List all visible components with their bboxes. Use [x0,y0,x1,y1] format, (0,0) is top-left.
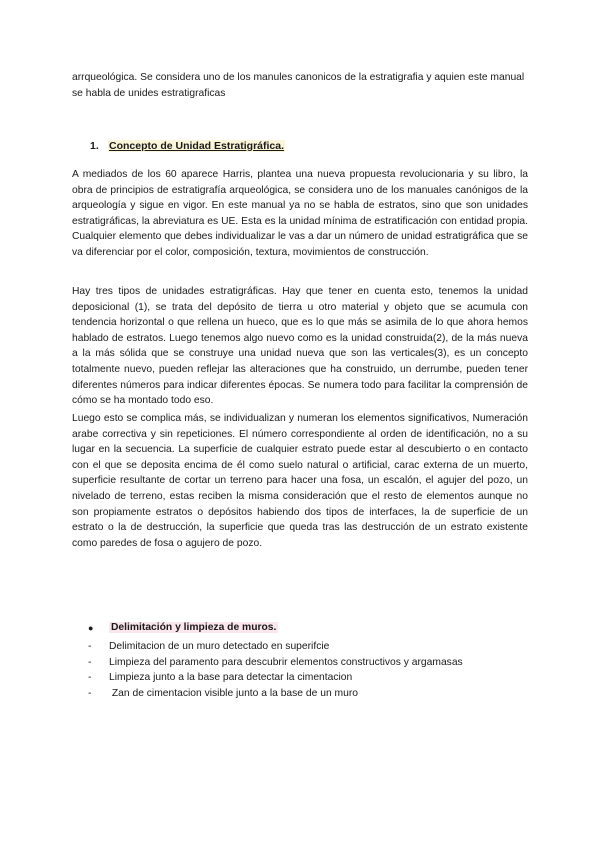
list-item [88,655,463,671]
dash-marker: - [88,672,92,684]
bullet-dot-icon: ● [88,622,94,633]
list-item-text: Limpieza del paramento para descubrir elementos constructivos y argamasas [109,656,463,668]
section-number: 1. [90,140,99,152]
list-item-text: Delimitacion de un muro detectado en superifcie [109,641,330,652]
dash-marker: - [88,656,92,668]
dash-marker: - [88,687,92,699]
list-item-text: Zan de cimentacion visible junto a la base de un muro [109,687,358,699]
bullet-heading [88,622,278,633]
list-item [88,686,463,702]
list-item [88,639,463,655]
list-item [88,670,463,686]
list-item-text: Limpieza junto a la base para detectar la cimentacion [109,672,353,684]
paragraph-tipos-unidades: Hay tres tipos de unidades estratigráficas. Hay que tener en cuenta esto, tenemos la unidad deposicional (1), se trata del depósito de tierra u otro material y objeto que se acumula con tendencia horizontal o que rellena un hueco, que es lo que más se asimila de lo que ahora hemos hablado de estratos. Luego tenemos algo nuevo como es la unidad construida(2), de la más nueva a la más sólida que se construye una unidad nueva que son las verticales(3), es un concepto totalmente nuevo, pueden reflejar las alteraciones que ha construido, un derrumbe, pueden tener diferentes números para indicar diferentes épocas. Se numera todo para facilitar la comprensión de cómo se ha montado todo eso. [72,286,528,407]
bullet-label: Delimitación y limpieza de muros. [111,622,277,633]
intro-paragraph: arrqueológica. Se considera uno de los manules canonicos de la estratigrafia y aquien este manual se habla de unides estratigraficas [72,72,525,99]
dash-marker: - [88,641,92,652]
dash-list [88,639,463,701]
section-heading [90,140,285,152]
section-title: Concepto de Unidad Estratigráfica. [109,140,285,152]
paragraph-harris: A mediados de los 60 aparece Harris, plantea una nueva propuesta revolucionaria y su libro, la obra de principios de estratigrafía arqueológica, se considera uno de los manuales canónigos de la arqueología y sigue en vigor. En este manual ya no se habla de estratos, sino que son unidades estratigráficas, la abreviatura es UE. Esta es la unidad mínima de estratificación con entidad propia. Cualquier elemento que debes individualizar le vas a dar un número de unidad estratigráfica que se va diferenciar por el color, composición, textura, movimientos de construcción. [72,169,528,258]
paragraph-interfaces: Luego esto se complica más, se individualizan y numeran los elementos significativos, Numeración arabe correctiva y sin repeticiones. El número correspondiente al orden de identificación, no a su lugar en la secuencia. La superficie de cualquier estrato puede estar al descubierto o en contacto con el que se deposita encima de él como suelo natural o artificial, carac externa de un muerto, superficie resultante de cortar un terreno para hacer una fosa, un escalón, el agujer del pozo, un nivelado de terreno, estas reciben la misma consideración que el resto de elementos aunque no son propiamente estratos o depósitos habiendo dos tipos de interfaces, la de superficie de un estrato o la de destrucción, la superficie que queda tras las destrucción de un estrato existente como paredes de fosa o agujero de pozo. [72,413,528,549]
